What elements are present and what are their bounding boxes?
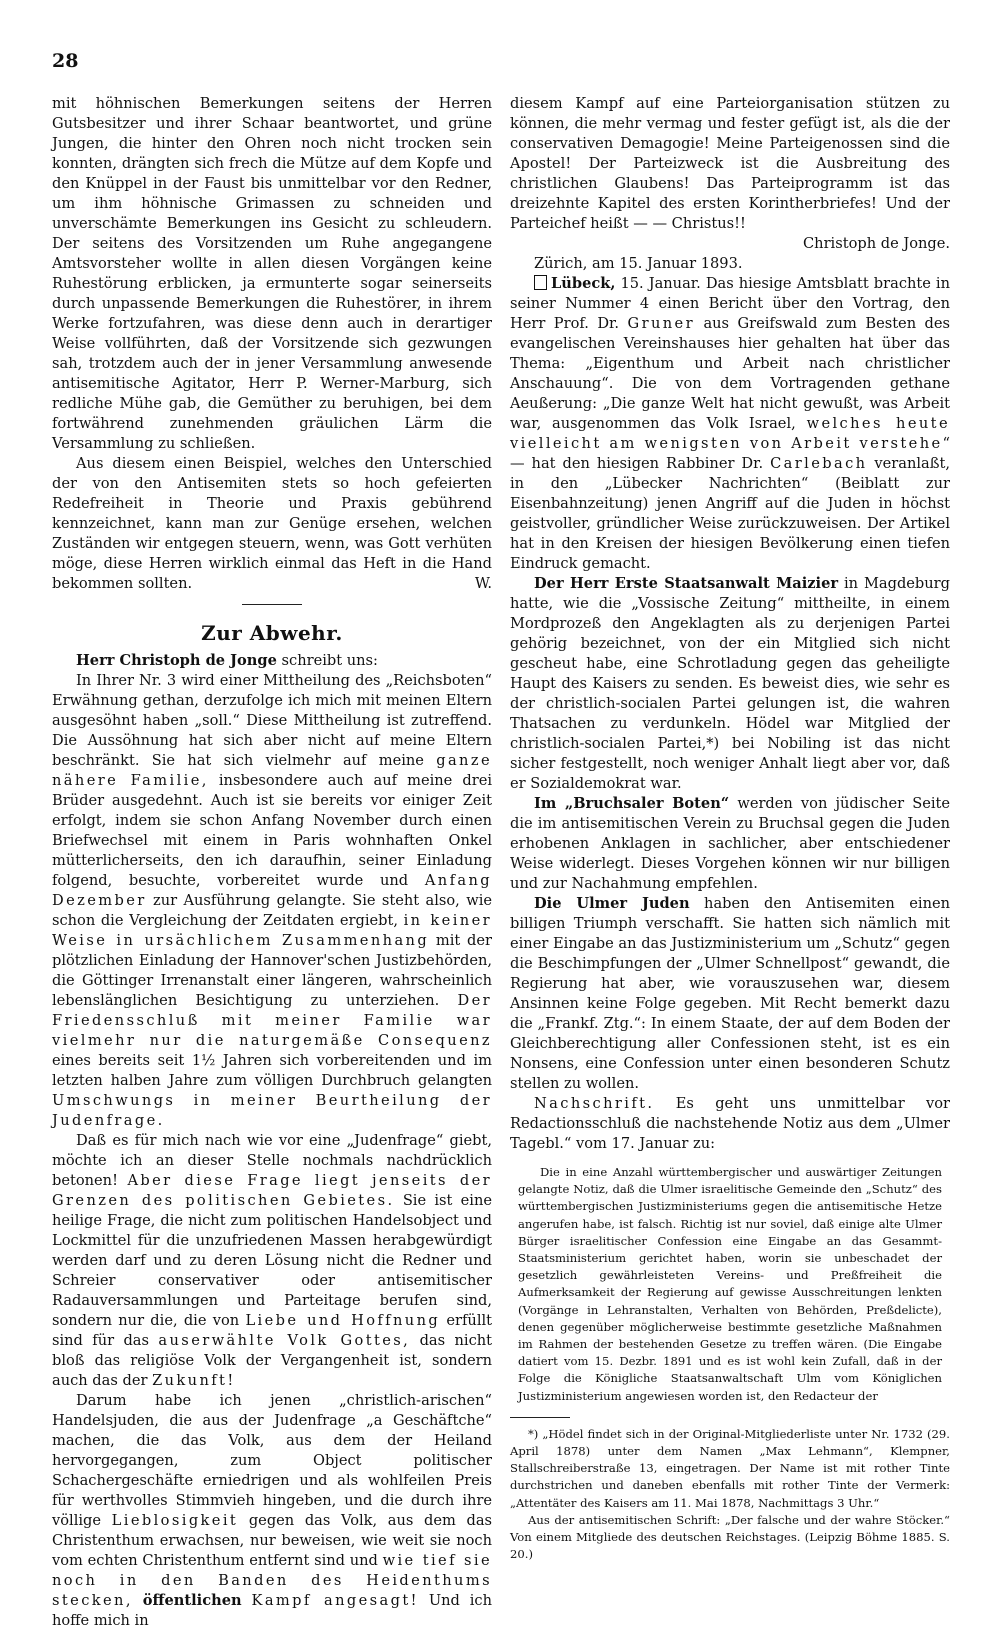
report-text: in Magdeburg hatte, wie die „Vossische Zeitung“ mittheilte, in einem Mordprozeß den Angeklagten als zu derjenigen Partei gehörig bezeichnet, von der ein Mitglied sich nicht gescheut habe, eine Schrotladung gegen das geheiligte Haupt des Kaisers zu senden. Es beweist dies, wie sehr es der christlich-socialen Partei gelungen ist, die wahren Thatsachen zu verdunkeln. Hödel war Mitglied der christlich-socialen Partei,*) bei Nobiling ist das nicht sicher festgestellt, noch weniger Anhalt liegt aber vor, daß er Sozialdemokrat war.	[510, 575, 950, 792]
report-text: haben den Antisemiten einen billigen Triumph verschafft. Sie hatten sich nämlich mit einer Eingabe an das Justizministerium um „Schutz“ gegen die Beschimpfungen der „Ulmer Schnellpost“ gewandt, die Regierung hat aber, wie vorauszusehen war, diesem Ansinnen keine Folge gegeben. Mit Recht bemerkt dazu die „Frankf. Ztg.“: In einem Staate, der auf dem Boden der Gleichberechtigung aller Confessionen steht, ist es ein Nonsens, eine Confession unter einen besonderen Schutz stellen zu wollen.	[510, 895, 951, 1092]
letter-text: zur Ausführung gelangte. Sie steht also, wie schon die Vergleichung der Zeitdaten ergiebt,	[52, 892, 492, 929]
spaced-text: in keiner Weise in ursächlichem Zusammenhang	[52, 912, 492, 949]
report-text: 15. Januar. Das hiesige Amtsblatt brachte in seiner Nummer 4 einen Bericht über den Vortrag, den Herr Prof. Dr.	[510, 275, 950, 332]
quoted-notice-text: Die in eine Anzahl württembergischer und auswärtiger Zeitungen gelangte Notiz, daß die Ulmer israelitische Gemeinde den „Schutz“ des württembergischen Justizministeriums gegen die antisemitische Hetze angerufen habe, ist falsch. Richtig ist nur soviel, daß einige alte Ulmer Bürger israelitischer Confession eine Eingabe an das Gesammt-Staatsministerium gerichtet haben, worin sie unbeschadet der gesetzlich gewährleisteten Vereins- und Preßfreiheit die Aufmerksamkeit der Regierung auf gewisse Ausschreitungen lenkten (Vorgänge in Lehranstalten, Verhalten von Behörden, Preßdelicte), denen gegenüber möglicherweise bestimmte gesetzliche Maßnahmen im Rahmen der bestehenden Gesetze zu treffen wären. (Die Eingabe datiert vom 15. Dezbr. 1891 und es ist wohl kein Zufall, daß in der Folge die Königliche Staatsanwaltschaft Ulm vom Königlichen Justizministerium angewiesen worden ist, den Redacteur der	[518, 1165, 942, 1403]
maizier-report	[510, 574, 950, 794]
report-text: werden von jüdischer Seite die im antisemitischen Verein zu Bruchsal gegen die Juden erhobenen Anklagen in sachlicher, aber entschiedener Weise widerlegt. Dieses Vorgehen können wir nur billigen und zur Nachahmung empfehlen.	[510, 795, 950, 892]
spaced-text: Aber diese Frage liegt jenseits der Grenzen des politischen Gebietes.	[52, 1172, 492, 1209]
letter-dateline: Zürich, am 15. Januar 1893.	[534, 255, 743, 272]
ulm-report	[510, 894, 950, 1094]
letter-text: gegen das Volk, aus dem das Christenthum erwachsen, nur beweisen, wie weit sie noch vom echten Christenthum entfernt sind und	[52, 1512, 493, 1569]
letter-text: insbesondere auch auf meine drei Brüder ausgedehnt. Auch ist sie bereits vor einiger Zeit erfolgt, indem sie schon Anfang November durch einen Briefwechsel mit einem in Paris wohnhaften Onkel mütterlicherseits, den ich daraufhin, seiner Einladung folgend, besuchte, vorbereitet wurde und	[52, 772, 493, 889]
author-initial: W.	[474, 575, 492, 592]
section-heading: Zur Abwehr.	[201, 621, 343, 645]
spaced-text: Lieblosigkeit	[111, 1512, 239, 1529]
footnote-text-2: Aus der antisemitischen Schrift: „Der falsche und der wahre Stöcker.“ Von einem Mitgliede des deutschen Reichstages. (Leipzig Böhme 1885. S. 20.)	[510, 1512, 950, 1562]
spaced-text: Zukunft!	[152, 1372, 236, 1389]
spaced-text: Der Friedensschluß mit meiner Familie war vielmehr nur die naturgemäße Consequenz	[52, 992, 492, 1049]
letter-paragraph-3	[52, 1391, 492, 1631]
letter-signature: Christoph de Jonge.	[803, 235, 950, 252]
spaced-text: Umschwungs in meiner Beurtheilung der Judenfrage.	[52, 1092, 492, 1129]
spaced-text: auserwählte Volk Gottes,	[158, 1332, 411, 1349]
letter-text: Darum habe ich jenen „christlich-arischen“ Handelsjuden, die aus der Judenfrage „a Geschäftche“ machen, die das Volk, aus dem der Heiland hervorgegangen, zum Object politischer Schachergeschäfte erniedrigen und als wohlfeilen Preis für werthvolles Stimmvieh hingeben, und die durch ihre völlige	[52, 1392, 492, 1529]
spaced-text: Nachschrift.	[534, 1095, 655, 1112]
letter-paragraph-2	[52, 1131, 492, 1391]
letter-text: Daß es für mich nach wie vor eine „Judenfrage“ giebt, möchte ich an dieser Stelle nochmals nachdrücklich betonen!	[52, 1132, 492, 1189]
author-name: Herr Christoph de Jonge	[76, 652, 277, 669]
footnote	[510, 1426, 950, 1564]
quoted-notice	[518, 1164, 942, 1405]
left-column	[52, 94, 492, 1631]
report-text: Es geht uns unmittelbar vor Redactionsschluß die nachstehende Notiz aus dem „Ulmer Tagebl.“ vom 17. Januar zu:	[510, 1095, 951, 1152]
letter-text: das nicht bloß das religiöse Volk der Vergangenheit ist, sondern auch das der	[52, 1332, 493, 1389]
report-lead: Der Herr Erste Staatsanwalt Maizier	[534, 575, 839, 592]
square-bullet-icon	[534, 275, 547, 290]
intro-line	[52, 651, 492, 671]
left-paragraph-1: mit höhnischen Bemerkungen seitens der Herren Gutsbesitzer und ihrer Schaar beantwortet, und grüne Jungen, die hinter den Ohren noch nicht trocken sein konnten, drängten sich frech die Mütze auf dem Kopfe und den Knüppel in der Faust bis unmittelbar vor den Redner, um ihm höhnische Grimassen zu schneiden und unverschämte Bemerkungen ins Gesicht zu schleudern. Der seitens des Vorsitzenden um Ruhe angegangene Amtsvorsteher wollte in allen diesen Vorgängen keine Ruhestörung erblicken, ja ermunterte sogar seinerseits durch unpassende Bemerkungen die Ruhestörer, in ihrem Werke fortzufahren, was diese denn auch in derartiger Weise vollführten, daß der Vorsitzende sich gezwungen sah, trotzdem auch der in jener Versammlung anwesende antisemitische Agitator, Herr P. Werner-Marburg, sich redliche Mühe gab, die Gemüther zu beruhigen, bei dem fortwährend zunehmenden gräulichen Lärm die Versammlung zu schließen.	[52, 95, 492, 452]
spaced-text: Carlebach	[770, 455, 868, 472]
letter-text: erfüllt sind für das	[52, 1312, 493, 1349]
letter-text: eines bereits seit 1½ Jahren sich vorbereitenden und im letzten halben Jahre zum völligen Durchbruch gelangten	[52, 1052, 492, 1089]
report-lead: Lübeck,	[551, 275, 616, 292]
spaced-text: wie tief sie noch in den Banden des Heidenthums stecken,	[52, 1552, 492, 1609]
letter-text: mit der plötzlichen Einladung der Hannover'schen Justizbehörden, die Göttinger Irrenanstalt einer längeren, wahrscheinlich lebenslänglichen Besichtigung zu unterziehen.	[52, 932, 493, 1009]
report-lead: Im „Bruchsaler Boten“	[534, 795, 730, 812]
footnote-text-1: *) „Hödel findet sich in der Original-Mitgliederliste unter Nr. 1732 (29. April 1878) unter dem Namen „Max Lehmann“, Klempner, Stallschreiberstraße 13, eingetragen. Der Name ist mit rother Tinte durchstrichen und daneben ebenfalls mit rother Tinte der Vermerk: „Attentäter des Kaisers am 11. Mai 1878, Nachmittags 3 Uhr.“	[510, 1426, 950, 1510]
spaced-text: Gruner	[627, 315, 695, 332]
postscript	[510, 1094, 950, 1154]
spaced-text: Kampf angesagt!	[251, 1592, 419, 1609]
letter-text: In Ihrer Nr. 3 wird einer Mittheilung des „Reichsboten“ Erwähnung gethan, derzufolge ich mich mit meinen Eltern ausgesöhnt haben „soll.“ Diese Mittheilung ist zutreffend. Die Aussöhnung hat sich aber nicht auf meine Eltern beschränkt. Sie hat sich vielmehr auf meine	[52, 672, 492, 769]
footnote-divider	[510, 1417, 570, 1418]
report-text: “ — hat den hiesigen Rabbiner Dr.	[510, 435, 950, 472]
left-paragraph-2	[52, 454, 492, 594]
spaced-text: Anfang Dezember	[52, 872, 493, 909]
letter-text: Sie ist eine heilige Frage, die nicht zum politischen Handelsobject und Lockmittel für die unzufriedenen Massen herabgewürdigt werden darf und zu deren Lösung nicht die Redner und Schreier conservativer oder antisemitischer Radauversammlungen und Parteitage berufen sind, sondern nur die, die von	[52, 1192, 493, 1329]
letter-continuation: diesem Kampf auf eine Parteiorganisation stützen zu können, die mehr vermag und fester gefügt ist, als die der conservativen Demagogie! Meine Parteigenossen sind die Apostel! Der Parteizweck ist die Ausbreitung des christlichen Glaubens! Das Parteiprogramm ist das dreizehnte Kapitel des ersten Korintherbriefes! Und der Parteichef heißt — — Christus!!	[510, 95, 950, 232]
spaced-text: welches heute vielleicht am wenigsten von Arbeit verstehe	[510, 415, 950, 452]
bruchsal-report	[510, 794, 950, 894]
left-paragraph-2-text: Aus diesem einen Beispiel, welches den Unterschied der von den Antisemiten stets so hoch gefeierten Redefreiheit in Theorie und Praxis gebührend kennzeichnet, kann man zur Genüge ersehen, welchen Zuständen wir entgegen steuern, wenn, was Gott verhüten möge, diese Herren wirklich einmal das Heft in die Hand bekommen sollten.	[52, 455, 492, 592]
spaced-text: Liebe und Hoffnung	[245, 1312, 441, 1329]
spaced-text: ganze nähere Familie,	[52, 752, 492, 789]
right-column	[510, 94, 950, 1563]
report-text: veranlaßt, in den „Lübecker Nachrichten“ (Beiblatt zur Eisenbahnzeitung) jenen Angriff auf die Juden in höchst geistvoller, gründlicher Weise zurückzuweisen. Der Artikel hat in den Kreisen der hiesigen Bevölkerung einen tiefen Eindruck gemacht.	[510, 455, 950, 572]
report-text: aus Greifswald zum Besten des evangelischen Vereinshauses hier gehalten hat über das Thema: „Eigenthum und Arbeit nach christlicher Anschauung“. Die von dem Vortragenden gethane Aeußerung: „Die ganze Welt hat nicht gewußt, was Arbeit war, ausgenommen das Volk Israel,	[510, 315, 951, 432]
intro-rest: schreibt uns:	[281, 652, 378, 669]
section-divider	[242, 604, 302, 605]
luebeck-report	[510, 274, 950, 574]
report-lead: Die Ulmer Juden	[534, 895, 690, 912]
bold-text: öffentlichen	[142, 1592, 242, 1609]
letter-paragraph-1	[52, 671, 492, 1131]
page-number: 28	[52, 50, 79, 72]
letter-text: Und ich hoffe mich in	[52, 1592, 492, 1629]
